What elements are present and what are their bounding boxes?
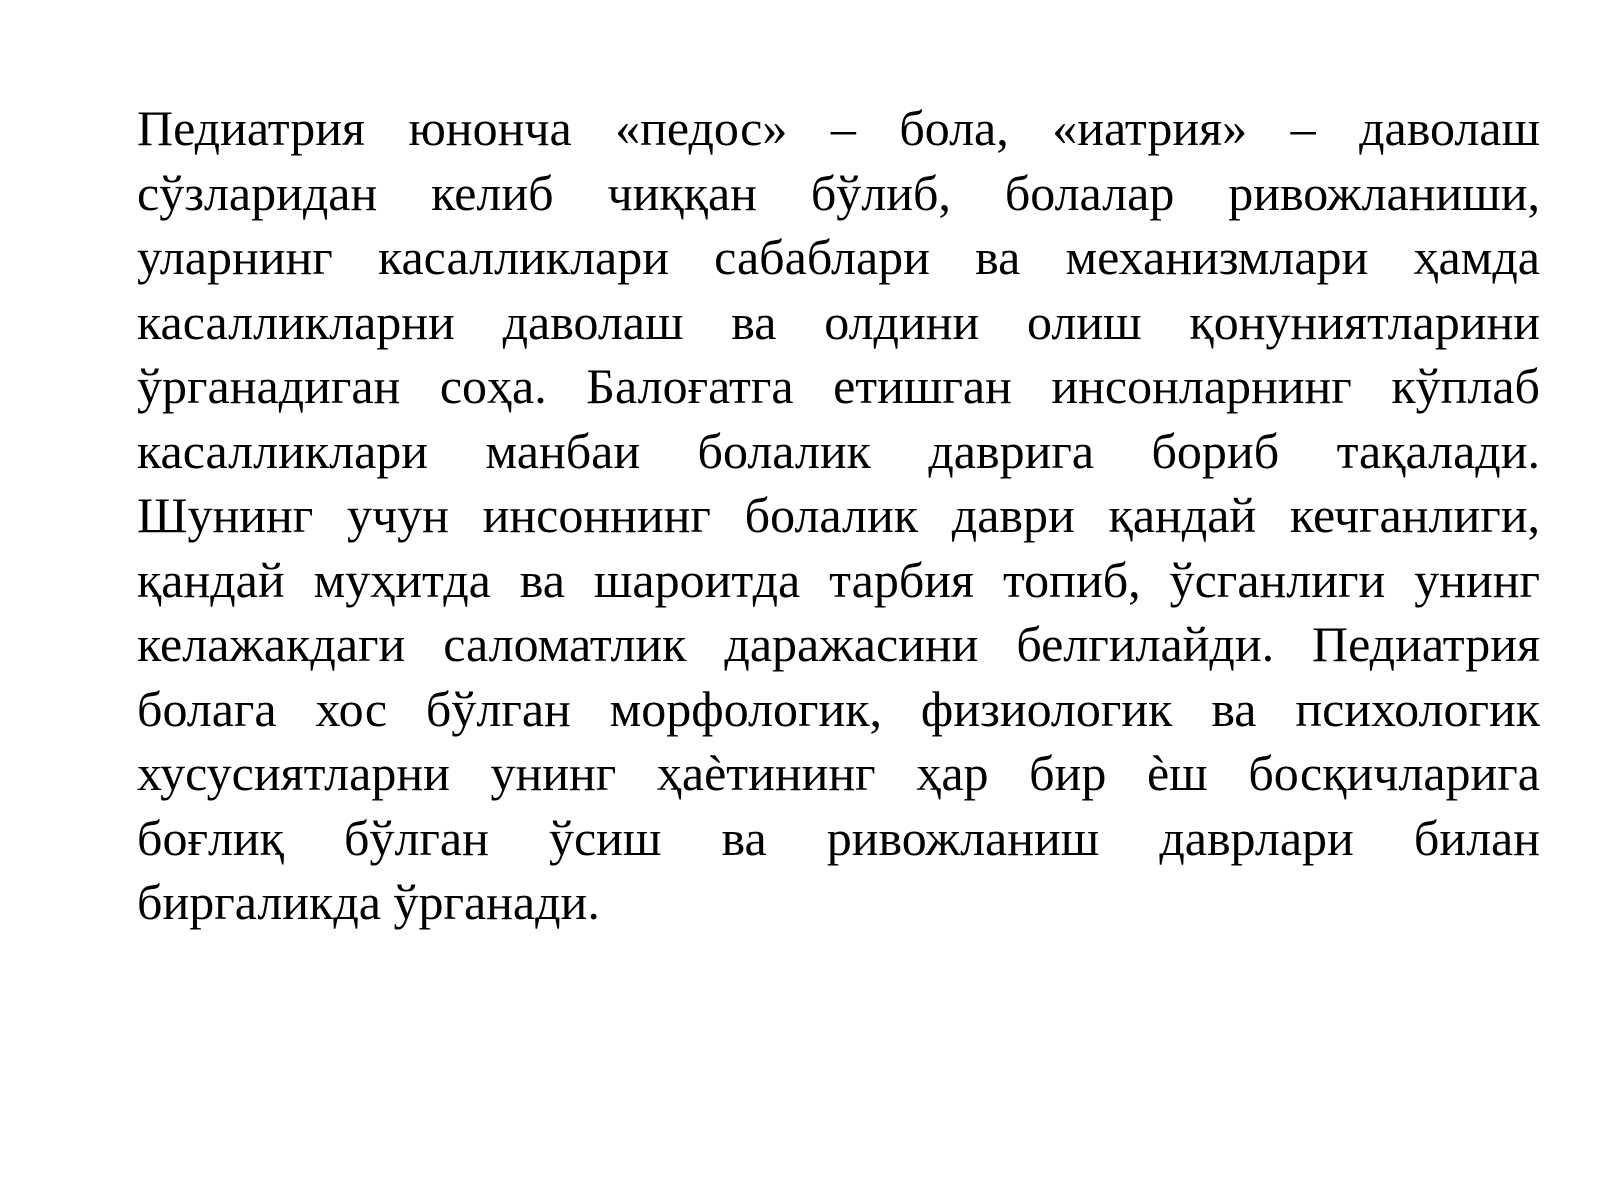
body-paragraph xyxy=(137,96,1540,935)
paragraph-line: ўрганадиган соҳа. Балоғатга етишган инсонларнинг кўплаб xyxy=(137,358,1540,414)
paragraph-line: қандай муҳитда ва шароитда тарбия топиб, ўсганлиги унинг xyxy=(137,551,1540,608)
paragraph-line: биргаликда ўрганади. xyxy=(137,874,600,930)
paragraph-line: келажакдаги саломатлик даражасини белгилайди. Педиатрия xyxy=(137,616,1540,672)
paragraph-line: боғлиқ бўлган ўсиш ва ривожланиш даврлари билан xyxy=(137,809,1540,866)
paragraph-line: болага хос бўлган морфологик, физиологик ва психологик xyxy=(137,680,1540,737)
paragraph-line: Шунинг учун инсоннинг болалик даври қандай кечганлиги, xyxy=(137,487,1540,543)
paragraph-line: касалликларни даволаш ва олдини олиш қонуниятларини xyxy=(137,293,1540,350)
paragraph-line: уларнинг касалликлари сабаблари ва механизмлари ҳамда xyxy=(137,229,1540,285)
paragraph-line: хусусиятларни унинг ҳаѐтининг ҳар бир ѐш босқичларига xyxy=(137,745,1540,801)
paragraph-line: сўзларидан келиб чиққан бўлиб, болалар ривожланиши, xyxy=(137,164,1540,221)
paragraph-line: Педиатрия юнонча «педос» – бола, «иатрия» – даволаш xyxy=(137,100,1540,156)
paragraph-line: касалликлари манбаи болалик даврига бориб тақалади. xyxy=(137,422,1540,479)
